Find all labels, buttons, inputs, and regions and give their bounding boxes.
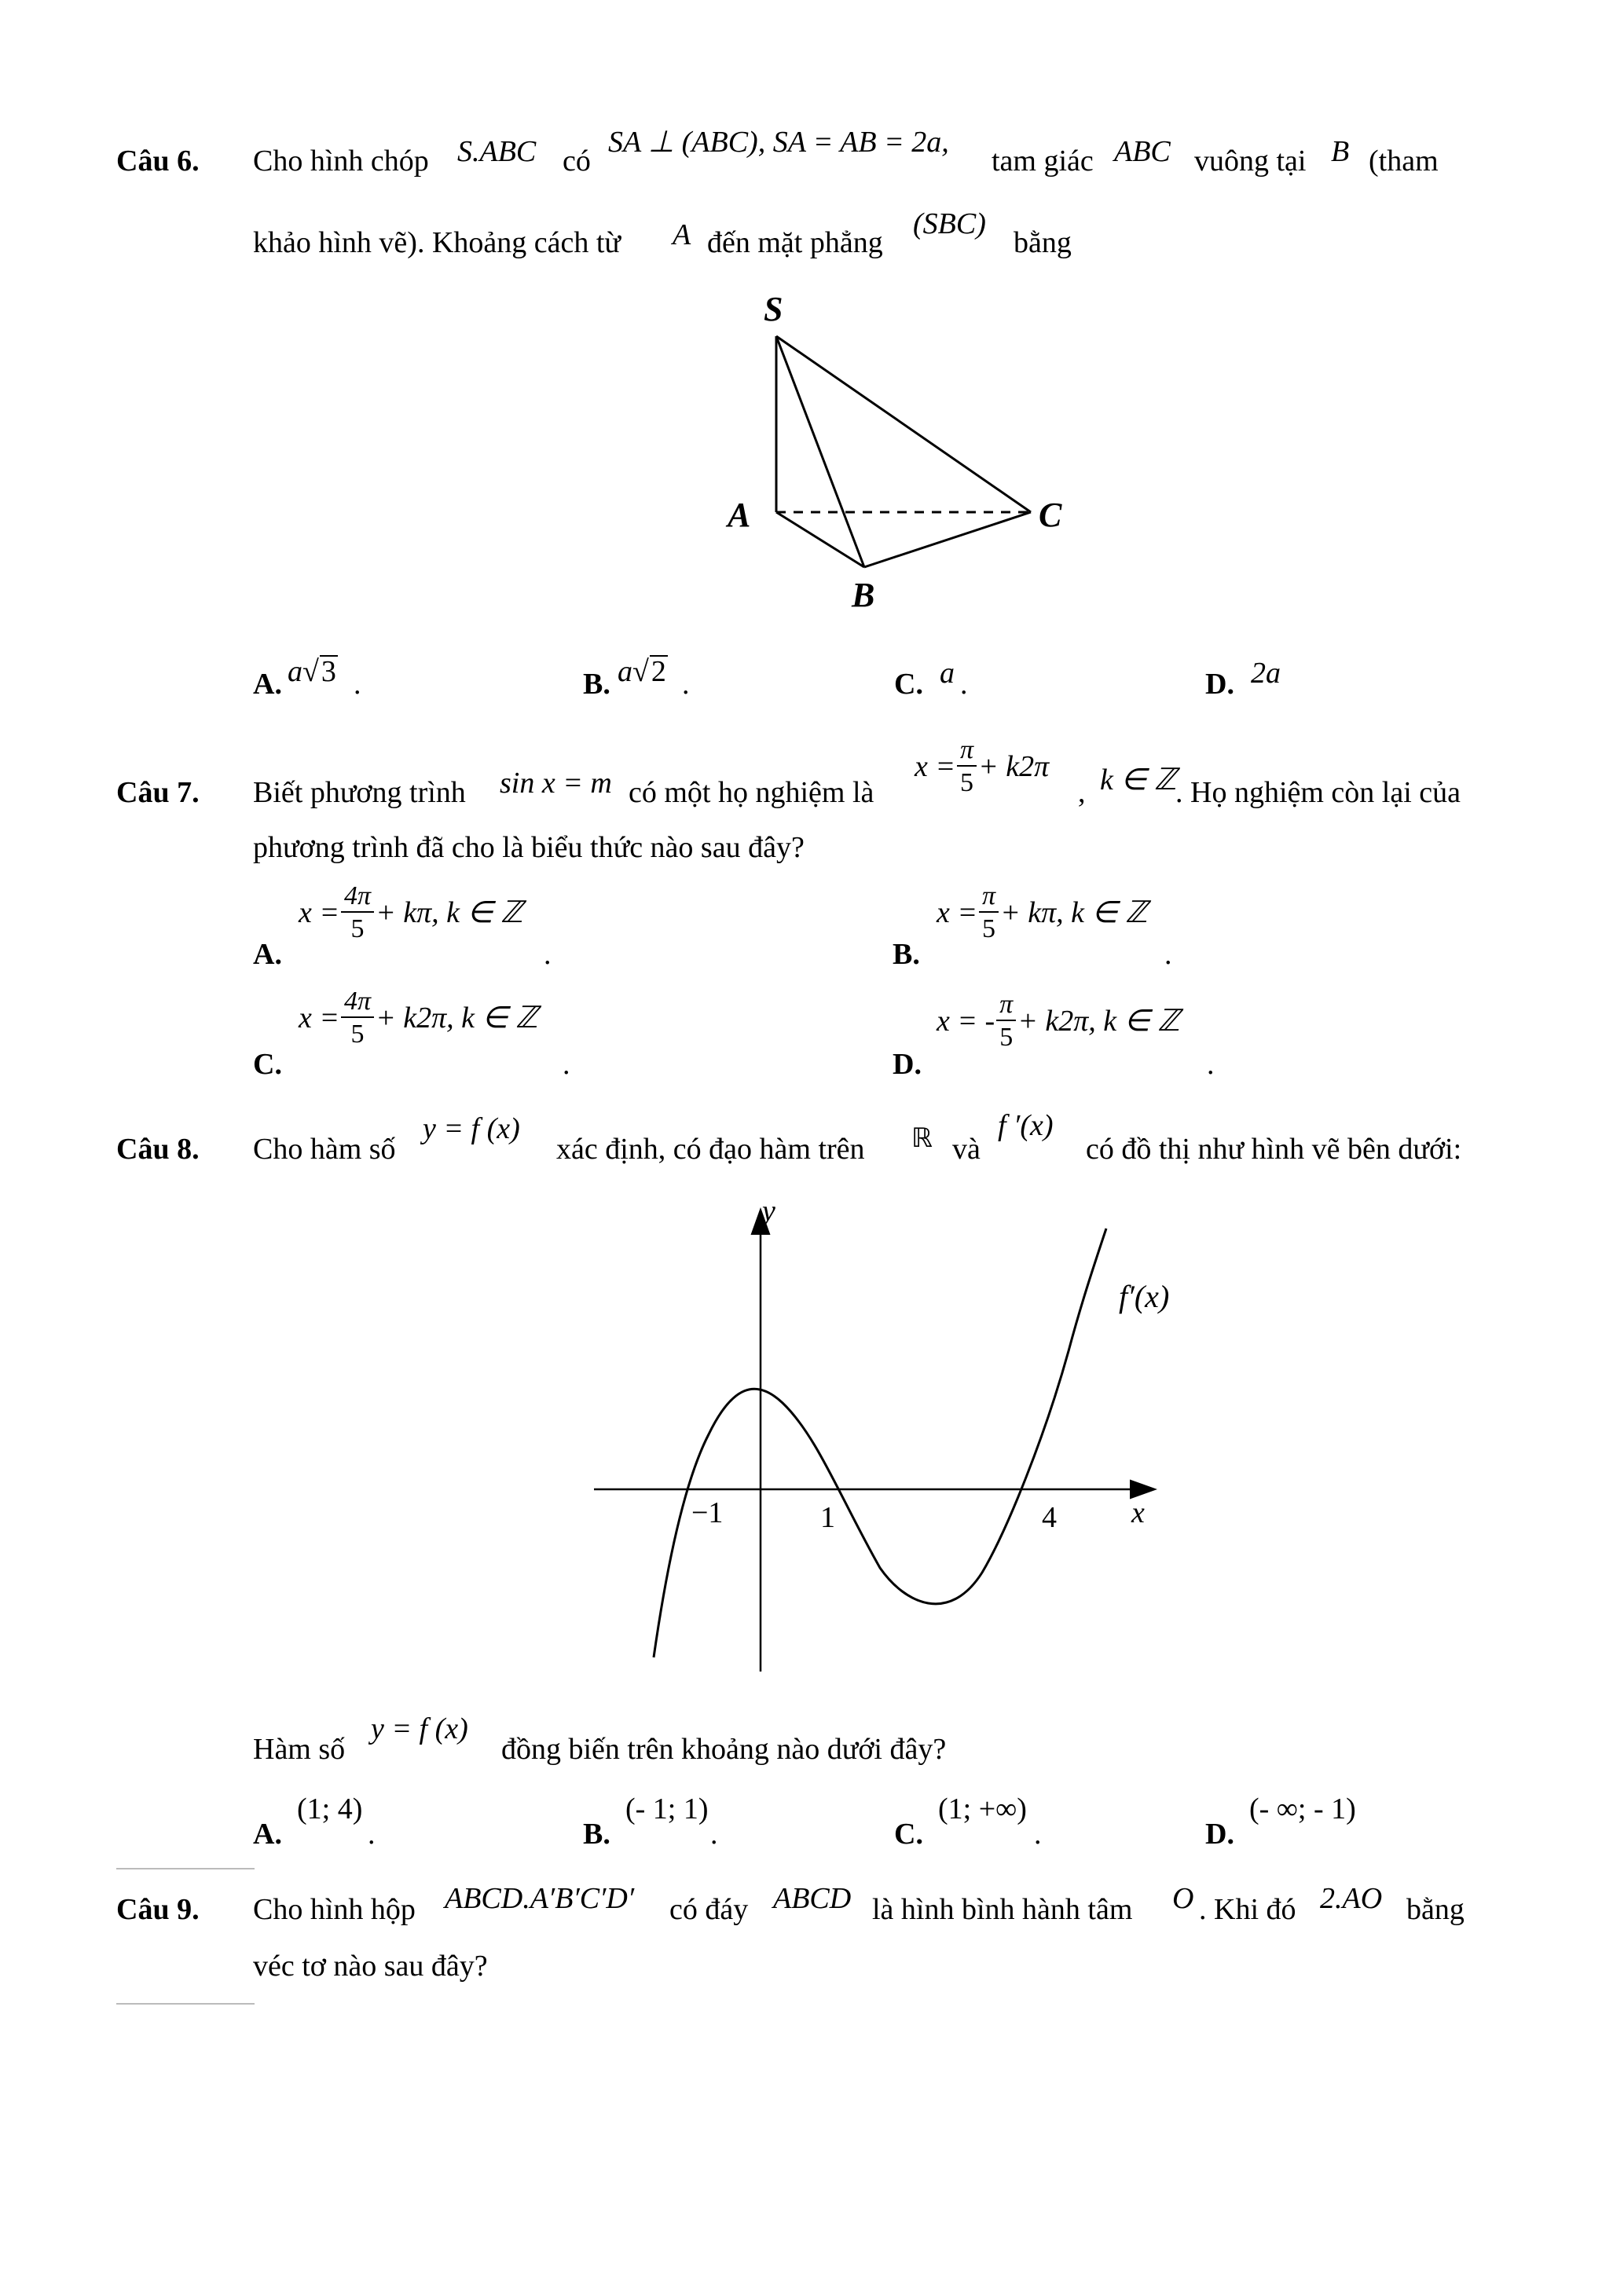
q6-text-4: vuông tại: [1194, 145, 1307, 178]
q6-option-d-letter: D.: [1205, 668, 1234, 701]
q7-comma: ,: [1078, 776, 1086, 809]
q7-text-2: có một họ nghiệm là: [629, 776, 874, 809]
q6-option-b-end: .: [682, 668, 690, 701]
q7-option-a-end: .: [544, 938, 552, 971]
q8-option-a-math[interactable]: (1; 4): [297, 1792, 363, 1825]
q6-option-c-math[interactable]: a: [940, 657, 955, 690]
q6-option-a-end: .: [354, 668, 361, 701]
q6-text-2: có: [563, 145, 591, 178]
edge-bc: [864, 512, 1031, 567]
q7-text-3: . Họ nghiệm còn lại của: [1175, 776, 1461, 809]
q6-math-condition: SA ⊥ (ABC), SA = AB = 2a,: [608, 126, 949, 159]
q9-text-6: véc tơ nào sau đây?: [253, 1950, 488, 1983]
q8-option-b-math[interactable]: (- 1; 1): [625, 1792, 709, 1825]
q6-text-5: (tham: [1369, 145, 1439, 178]
vertex-s-label: S: [764, 291, 783, 328]
vertex-c-label: C: [1039, 496, 1062, 534]
q6-text-8: bằng: [1014, 226, 1072, 259]
tick-label-4: 4: [1042, 1501, 1057, 1534]
q6-math-sabc: S.ABC: [457, 135, 537, 168]
q9-text-2: có đáy: [669, 1893, 749, 1926]
q6-option-c-end: .: [960, 668, 968, 701]
q7-option-d-math[interactable]: x = - $\frac{\pi}{5}$ + k2π, k ∈ ℤ: [937, 990, 1180, 1052]
q9-math-box: ABCD.A′B′C′D′: [445, 1882, 635, 1915]
q7-math-k-in-z: k ∈ ℤ: [1100, 764, 1177, 796]
q9-label: Câu 9.: [116, 1893, 200, 1926]
q8-text-5: Hàm số: [253, 1733, 346, 1766]
q8-option-c-end: .: [1034, 1818, 1042, 1851]
q7-option-b-letter: B.: [893, 938, 920, 971]
q9-text-5: bằng: [1406, 1893, 1465, 1926]
q8-option-b-end: .: [710, 1818, 718, 1851]
x-axis-label: x: [1131, 1496, 1145, 1529]
q6-option-d-math[interactable]: 2a: [1251, 657, 1281, 690]
q8-option-c-math[interactable]: (1; +∞): [938, 1792, 1027, 1825]
q7-option-b-end: .: [1164, 938, 1172, 971]
curve-label: f′(x): [1119, 1279, 1170, 1314]
q8-math-real: ℝ: [911, 1122, 933, 1154]
q7-math-equation: sin x = m: [500, 767, 612, 800]
q6-math-sbc: (SBC): [913, 207, 986, 240]
q6-text-6: khảo hình vẽ). Khoảng cách từ: [253, 226, 621, 259]
q6-text-1: Cho hình chóp: [253, 145, 429, 178]
q9-text-4: . Khi đó: [1199, 1893, 1296, 1926]
q8-option-c-letter: C.: [894, 1818, 923, 1851]
q6-option-a-letter: A.: [253, 668, 282, 701]
q6-math-a: A: [673, 218, 691, 251]
derivative-graph: [581, 1200, 1179, 1687]
q7-option-d-letter: D.: [893, 1048, 922, 1081]
q8-math-y-fx: y = f (x): [423, 1112, 520, 1145]
edge-sc: [776, 336, 1031, 512]
q8-option-a-letter: A.: [253, 1818, 282, 1851]
separator-line: [116, 1868, 255, 1869]
q7-option-c-math[interactable]: x = $\frac{4\pi}{5}$ + k2π, k ∈ ℤ: [299, 987, 538, 1049]
q6-option-a-math[interactable]: a√3: [288, 655, 336, 688]
q7-option-d-end: .: [1207, 1048, 1215, 1081]
q8-math-fprime: f ′(x): [998, 1109, 1054, 1142]
q9-math-o: O: [1172, 1882, 1194, 1915]
q6-text-3: tam giác: [992, 145, 1094, 178]
q9-math-abcd: ABCD: [773, 1882, 852, 1915]
q6-math-b: B: [1331, 135, 1350, 168]
q6-option-b-letter: B.: [583, 668, 610, 701]
q6-math-abc: ABC: [1114, 135, 1171, 168]
q8-text-2: xác định, có đạo hàm trên: [556, 1133, 865, 1166]
q7-option-c-letter: C.: [253, 1048, 282, 1081]
q7-text-4: phương trình đã cho là biểu thức nào sau đây?: [253, 831, 805, 864]
q7-option-c-end: .: [563, 1048, 570, 1081]
vertex-a-label: A: [728, 496, 751, 534]
q6-label: Câu 6.: [116, 145, 200, 178]
q8-math-y-fx-2: y = f (x): [371, 1712, 468, 1745]
tick-label-1: 1: [820, 1501, 835, 1534]
pyramid-figure: [707, 291, 1100, 621]
q7-option-a-letter: A.: [253, 938, 282, 971]
q6-option-b-math[interactable]: a√2: [618, 655, 666, 688]
tick-label-minus-1: −1: [691, 1496, 724, 1529]
separator-line-2: [116, 2003, 255, 2005]
edge-ab: [776, 512, 864, 567]
q6-text-7: đến mặt phẳng: [707, 226, 883, 259]
y-axis-label: y: [762, 1200, 775, 1228]
q7-option-b-math[interactable]: x = $\frac{\pi}{5}$ + kπ, k ∈ ℤ: [937, 881, 1148, 943]
q8-option-a-end: .: [368, 1818, 376, 1851]
q7-label: Câu 7.: [116, 776, 200, 809]
q8-label: Câu 8.: [116, 1133, 200, 1166]
q8-text-3: và: [952, 1133, 981, 1166]
q9-text-1: Cho hình hộp: [253, 1893, 416, 1926]
vertex-b-label: B: [852, 576, 875, 614]
q8-option-b-letter: B.: [583, 1818, 610, 1851]
q8-text-4: có đồ thị như hình vẽ bên dưới:: [1086, 1133, 1462, 1166]
q7-option-a-math[interactable]: x = $\frac{4\pi}{5}$ + kπ, k ∈ ℤ: [299, 881, 523, 943]
q9-text-3: là hình bình hành tâm: [872, 1893, 1133, 1926]
q8-text-1: Cho hàm số: [253, 1133, 396, 1166]
q9-math-2ao: 2.AO: [1320, 1882, 1383, 1915]
q6-option-c-letter: C.: [894, 668, 923, 701]
q7-text-1: Biết phương trình: [253, 776, 466, 809]
q7-given-solution: x = $\frac{\pi}{5}$ + k2π: [915, 735, 1050, 797]
edge-sb: [776, 336, 864, 567]
fprime-curve: [654, 1229, 1106, 1657]
q8-option-d-math[interactable]: (- ∞; - 1): [1249, 1792, 1356, 1825]
q8-option-d-letter: D.: [1205, 1818, 1234, 1851]
q8-text-6: đồng biến trên khoảng nào dưới đây?: [501, 1733, 947, 1766]
